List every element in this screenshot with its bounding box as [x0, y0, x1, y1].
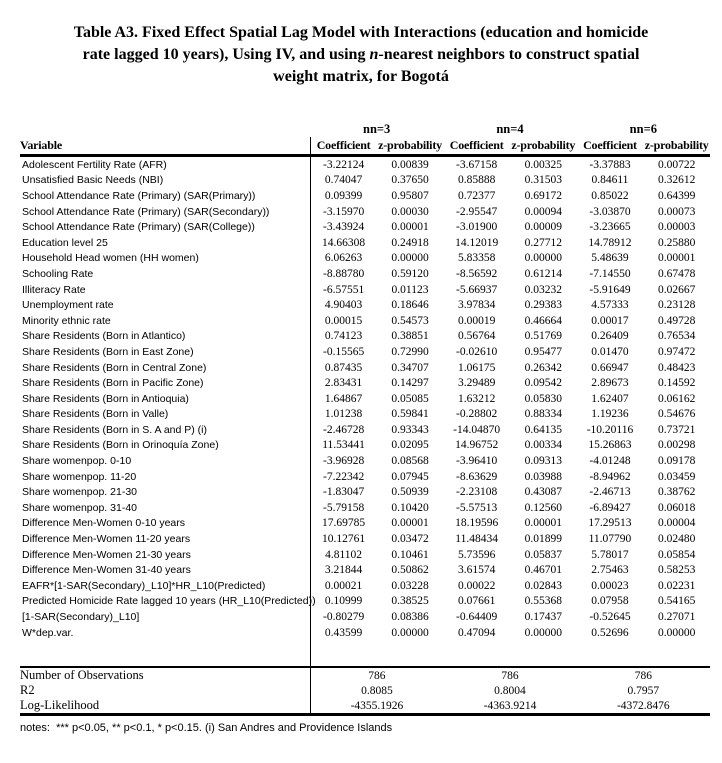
zprobability-value: 0.48423 — [657, 361, 696, 374]
summary-label: Log-Likelihood — [20, 698, 310, 715]
coefficient-value: 0.74047 — [324, 174, 363, 187]
table-row — [20, 531, 710, 547]
table-row — [20, 375, 710, 391]
coefficient-value: -4.01248 — [589, 455, 631, 468]
coefficient-value: -6.89427 — [589, 501, 631, 514]
coefficient-value: -5.91649 — [589, 283, 631, 296]
coefficient-column-header: Coefficient — [443, 137, 510, 156]
coefficient-value: 0.10999 — [324, 595, 363, 608]
zprobability-value: 0.00003 — [657, 221, 696, 234]
table-row — [20, 266, 710, 282]
zprobability-value: 0.08386 — [391, 611, 429, 624]
summary-value: 786 — [443, 667, 576, 683]
zprobability-value: 0.43087 — [524, 486, 562, 499]
coefficient-value: -0.15565 — [322, 345, 365, 358]
zprobability-value: 0.00325 — [524, 158, 562, 171]
table-row — [20, 251, 710, 267]
table-row — [20, 609, 710, 625]
coefficient-value: 1.01238 — [324, 408, 363, 421]
coefficient-value: 4.90403 — [324, 299, 363, 312]
coefficient-value: 0.09399 — [324, 189, 363, 202]
coefficient-value: 0.85022 — [591, 189, 629, 202]
variable-name: School Attendance Rate (Primary) (SAR(Primary)) — [20, 188, 310, 204]
table-row — [20, 594, 710, 610]
coefficient-value: -3.96928 — [322, 455, 365, 468]
zprobability-value: 0.02231 — [657, 579, 696, 592]
nn-group-label-nn3: nn=3 — [363, 121, 391, 136]
variable-name: Minority ethnic rate — [20, 313, 310, 329]
zprobability-value: 0.00009 — [524, 221, 562, 234]
variable-name: Adolescent Fertility Rate (AFR) — [20, 156, 310, 173]
summary-label: R2 — [20, 683, 310, 698]
table-row — [20, 500, 710, 516]
coefficient-value: 2.89673 — [591, 377, 629, 390]
table-row — [20, 219, 710, 235]
results-table — [20, 121, 710, 716]
zprobability-value: 0.51769 — [524, 330, 562, 343]
coefficient-value: 0.00022 — [457, 579, 496, 592]
zprobability-column-header: z-probability — [643, 137, 710, 156]
zprobability-value: 0.01123 — [391, 283, 429, 296]
zprobability-value: 0.25880 — [657, 236, 696, 249]
zprobability-value: 0.06018 — [657, 501, 696, 514]
variable-name: W*dep.var. — [20, 625, 310, 641]
table-row — [20, 235, 710, 251]
zprobability-value: 0.09313 — [524, 455, 562, 468]
variable-name: Share Residents (Born in S. A and P) (i) — [20, 422, 310, 438]
table-row — [20, 188, 710, 204]
coefficient-value: 0.85888 — [457, 174, 496, 187]
coefficient-value: 5.78017 — [591, 548, 629, 561]
summary-value: 0.8085 — [361, 684, 393, 697]
zprobability-value: 0.46701 — [524, 564, 562, 577]
zprobability-value: 0.00001 — [391, 221, 429, 234]
variable-name: Predicted Homicide Rate lagged 10 years (HR_L10(Predicted)) — [22, 595, 316, 608]
zprobability-value: 0.38762 — [657, 486, 696, 499]
zprobability-value: 0.97472 — [657, 345, 696, 358]
coefficient-value: 0.74123 — [324, 330, 363, 343]
coefficient-value: 0.43599 — [324, 626, 363, 639]
zprobability-value: 0.12560 — [524, 501, 562, 514]
coefficient-value: -3.23665 — [589, 221, 631, 234]
zprobability-value: 0.38851 — [391, 330, 429, 343]
variable-name: Schooling Rate — [20, 266, 310, 282]
coefficient-value: 0.52696 — [591, 626, 629, 639]
coefficient-value: -5.79158 — [322, 501, 365, 514]
coefficient-value: -5.66937 — [456, 283, 498, 296]
zprobability-value: 0.02095 — [391, 439, 429, 452]
table-row — [20, 173, 710, 189]
zprobability-value: 0.32612 — [657, 174, 696, 187]
coefficient-value: 14.12019 — [455, 236, 499, 249]
coefficient-value: -7.14550 — [589, 267, 631, 280]
zprobability-value: 0.37650 — [391, 174, 429, 187]
coefficient-value: -2.95547 — [456, 205, 498, 218]
nn-group-label-nn6: nn=6 — [629, 121, 657, 136]
zprobability-value: 0.31503 — [524, 174, 562, 187]
variable-name: Share Residents (Born in Antioquia) — [20, 391, 310, 407]
variable-name: [1-SAR(Secondary)_L10] — [20, 609, 310, 625]
table-row — [20, 156, 710, 173]
coefficient-value: 0.07958 — [591, 595, 629, 608]
table-row — [20, 422, 710, 438]
coefficient-value: 4.81102 — [325, 548, 363, 561]
coefficient-value: -3.15970 — [322, 205, 365, 218]
variable-name: Difference Men-Women 0-10 years — [20, 516, 310, 532]
zprobability-value: 0.08568 — [391, 455, 429, 468]
zprobability-value: 0.00030 — [391, 205, 429, 218]
coefficient-value: 0.47094 — [457, 626, 496, 639]
coefficient-value: 10.12761 — [322, 533, 366, 546]
zprobability-value: 0.00000 — [524, 626, 562, 639]
coefficient-value: 3.61574 — [457, 564, 496, 577]
coefficient-value: -3.01900 — [456, 221, 498, 234]
coefficient-value: -8.63629 — [456, 470, 498, 483]
zprobability-value: 0.59841 — [391, 408, 429, 421]
coefficient-value: -3.22124 — [322, 158, 365, 171]
summary-value: 0.7957 — [627, 684, 660, 697]
zprobability-value: 0.00004 — [657, 517, 696, 530]
variable-name: Share Residents (Born in East Zone) — [20, 344, 310, 360]
zprobability-value: 0.49728 — [657, 314, 696, 327]
coefficient-value: 0.00023 — [591, 579, 629, 592]
variable-column-header: Variable — [20, 137, 310, 156]
variable-name: Household Head women (HH women) — [20, 251, 310, 267]
variable-name: Difference Men-Women 21-30 years — [20, 547, 310, 563]
zprobability-value: 0.05085 — [391, 392, 429, 405]
variable-name: Share womenpop. 21-30 — [20, 484, 310, 500]
zprobability-value: 0.59120 — [391, 267, 429, 280]
zprobability-value: 0.18646 — [391, 299, 429, 312]
zprobability-value: 0.54676 — [657, 408, 696, 421]
zprobability-value: 0.27712 — [524, 236, 562, 249]
zprobability-value: 0.72990 — [391, 345, 429, 358]
coefficient-value: 0.01470 — [591, 345, 629, 358]
coefficient-value: 4.57333 — [591, 299, 629, 312]
table-row — [20, 453, 710, 469]
column-header-row — [20, 137, 710, 156]
zprobability-value: 0.46664 — [524, 314, 562, 327]
coefficient-value: 3.21844 — [324, 564, 363, 577]
variable-name: Education level 25 — [20, 235, 310, 251]
zprobability-value: 0.05854 — [657, 548, 696, 561]
coefficient-value: -2.23108 — [456, 486, 498, 499]
coefficient-value: 2.83431 — [324, 377, 363, 390]
zprobability-value: 0.14297 — [391, 377, 429, 390]
coefficient-value: -0.64409 — [456, 611, 498, 624]
zprobability-value: 0.00000 — [391, 626, 429, 639]
coefficient-value: 11.07790 — [588, 533, 632, 546]
variable-name: EAFR*[1-SAR(Secondary)_L10]*HR_L10(Predicted) — [20, 578, 310, 594]
coefficient-value: 0.26409 — [591, 330, 629, 343]
zprobability-value: 0.27071 — [657, 611, 696, 624]
coefficient-value: 1.06175 — [457, 361, 496, 374]
zprobability-value: 0.95477 — [524, 345, 562, 358]
zprobability-value: 0.26342 — [524, 361, 562, 374]
coefficient-value: -2.46728 — [322, 423, 365, 436]
zprobability-value: 0.09178 — [657, 455, 696, 468]
coefficient-value: 2.75463 — [591, 564, 629, 577]
zprobability-value: 0.03228 — [391, 579, 429, 592]
coefficient-value: 5.48639 — [591, 252, 629, 265]
coefficient-value: -14.04870 — [453, 423, 501, 436]
spacer-cell — [20, 640, 310, 667]
summary-value: -4372.8476 — [577, 698, 710, 715]
table-title — [30, 22, 692, 88]
spacer-cell — [310, 640, 710, 667]
zprobability-value: 0.24918 — [391, 236, 429, 249]
zprobability-value: 0.50862 — [391, 564, 429, 577]
summary-row — [20, 667, 710, 683]
zprobability-value: 0.02667 — [657, 283, 696, 296]
zprobability-value: 0.00094 — [524, 205, 562, 218]
coefficient-value: 3.29489 — [457, 377, 496, 390]
coefficient-value: -10.20116 — [586, 423, 634, 436]
summary-row — [20, 698, 710, 715]
coefficient-value: 11.53441 — [322, 439, 365, 452]
summary-row — [20, 683, 710, 698]
zprobability-value: 0.02843 — [524, 579, 562, 592]
coefficient-value: -6.57551 — [322, 283, 365, 296]
table-row — [20, 625, 710, 641]
variable-name: Share womenpop. 11-20 — [20, 469, 310, 485]
zprobability-value: 0.29383 — [524, 299, 562, 312]
zprobability-value: 0.06162 — [657, 392, 696, 405]
zprobability-value: 0.00839 — [391, 158, 429, 171]
zprobability-value: 0.09542 — [524, 377, 562, 390]
coefficient-value: 17.29513 — [588, 517, 632, 530]
coefficient-value: 6.06263 — [324, 252, 363, 265]
table-row — [20, 547, 710, 563]
table-row — [20, 484, 710, 500]
table-title-line2: rate lagged 10 years), Using IV, and using n-nearest neighbors to construct spatial — [82, 46, 640, 63]
coefficient-value: 14.66308 — [322, 236, 366, 249]
zprobability-value: 0.05830 — [524, 392, 562, 405]
coefficient-value: 0.56764 — [457, 330, 496, 343]
coefficient-value: 0.72377 — [457, 189, 496, 202]
coefficient-value: -3.96410 — [456, 455, 498, 468]
coefficient-value: 1.64867 — [324, 392, 363, 405]
summary-value: 786 — [310, 667, 443, 683]
table-row — [20, 360, 710, 376]
variable-name: Share Residents (Born in Valle) — [20, 407, 310, 423]
zprobability-value: 0.93343 — [391, 423, 429, 436]
coefficient-value: -1.83047 — [322, 486, 365, 499]
table-row — [20, 516, 710, 532]
zprobability-value: 0.10420 — [391, 501, 429, 514]
summary-value: -4363.9214 — [443, 698, 576, 715]
coefficient-value: -3.43924 — [322, 221, 365, 234]
zprobability-value: 0.34707 — [391, 361, 429, 374]
table-row — [20, 297, 710, 313]
variable-name: Share Residents (Born in Orinoquía Zone) — [20, 438, 310, 454]
table-row — [20, 391, 710, 407]
coefficient-value: 0.00015 — [324, 314, 363, 327]
zprobability-value: 0.69172 — [524, 189, 562, 202]
table-row — [20, 469, 710, 485]
table-row — [20, 313, 710, 329]
coefficient-value: 11.48434 — [455, 533, 498, 546]
variable-name: Share womenpop. 0-10 — [20, 453, 310, 469]
zprobability-value: 0.95807 — [391, 189, 429, 202]
table-title-line3: weight matrix, for Bogotá — [273, 68, 449, 85]
zprobability-value: 0.54165 — [657, 595, 696, 608]
variable-name: Unsatisfied Basic Needs (NBI) — [20, 173, 310, 189]
zprobability-value: 0.00001 — [524, 517, 562, 530]
variable-name: Share Residents (Born in Pacific Zone) — [20, 375, 310, 391]
zprobability-value: 0.03232 — [524, 283, 562, 296]
variable-name: Illiteracy Rate — [20, 282, 310, 298]
table-row — [20, 562, 710, 578]
zprobability-value: 0.00722 — [657, 158, 696, 171]
coefficient-value: -5.57513 — [456, 501, 498, 514]
coefficient-value: 18.19596 — [455, 517, 499, 530]
zprobability-value: 0.03472 — [391, 533, 429, 546]
variable-name: School Attendance Rate (Primary) (SAR(College)) — [20, 219, 310, 235]
variable-name: Difference Men-Women 11-20 years — [20, 531, 310, 547]
table-row — [20, 407, 710, 423]
zprobability-value: 0.00334 — [524, 439, 562, 452]
coefficient-value: -8.88780 — [322, 267, 365, 280]
coefficient-value: -0.28802 — [456, 408, 498, 421]
zprobability-value: 0.00001 — [391, 517, 429, 530]
coefficient-value: 14.96752 — [455, 439, 499, 452]
variable-name: Unemployment rate — [20, 297, 310, 313]
summary-value: 786 — [577, 667, 710, 683]
zprobability-value: 0.07945 — [391, 470, 429, 483]
coefficient-value: -3.03870 — [589, 205, 631, 218]
summary-label: Number of Observations — [20, 667, 310, 683]
coefficient-value: -0.52645 — [589, 611, 631, 624]
variable-name: Share Residents (Born in Central Zone) — [20, 360, 310, 376]
coefficient-column-header: Coefficient — [577, 137, 644, 156]
coefficient-value: -8.94962 — [589, 470, 631, 483]
coefficient-value: 15.26863 — [588, 439, 632, 452]
zprobability-column-header: z-probability — [377, 137, 444, 156]
summary-value: -4355.1926 — [310, 698, 443, 715]
table-row — [20, 204, 710, 220]
zprobability-value: 0.00000 — [524, 252, 562, 265]
coefficient-value: 1.62407 — [591, 392, 629, 405]
zprobability-value: 0.76534 — [657, 330, 696, 343]
zprobability-value: 0.02480 — [657, 533, 696, 546]
summary-value: 0.8004 — [494, 684, 526, 697]
variable-name: Share Residents (Born in Atlantico) — [20, 329, 310, 345]
coefficient-value: 1.19236 — [591, 408, 629, 421]
coefficient-value: -7.22342 — [322, 470, 365, 483]
coefficient-value: 0.07661 — [457, 595, 496, 608]
variable-name: Difference Men-Women 31-40 years — [20, 562, 310, 578]
coefficient-value: 3.97834 — [457, 299, 496, 312]
coefficient-value: 0.84611 — [591, 174, 629, 187]
variable-name: School Attendance Rate (Primary) (SAR(Secondary)) — [20, 204, 310, 220]
zprobability-value: 0.01899 — [524, 533, 562, 546]
table-notes: notes: *** p<0.05, ** p<0.1, * p<0.15. (i) San Andres and Providence Islands — [20, 722, 393, 735]
zprobability-value: 0.00298 — [657, 439, 696, 452]
coefficient-value: 14.78912 — [588, 236, 632, 249]
nn-group-label-nn4: nn=4 — [496, 121, 524, 136]
zprobability-column-header: z-probability — [510, 137, 577, 156]
coefficient-value: -2.46713 — [589, 486, 631, 499]
coefficient-value: -0.80279 — [322, 611, 365, 624]
coefficient-value: -3.37883 — [589, 158, 631, 171]
table-row — [20, 329, 710, 345]
coefficient-value: 0.87435 — [324, 361, 363, 374]
table-row — [20, 282, 710, 298]
coefficient-value: -8.56592 — [456, 267, 498, 280]
table-row — [20, 438, 710, 454]
zprobability-value: 0.73721 — [657, 423, 696, 436]
table-row — [20, 344, 710, 360]
zprobability-value: 0.23128 — [657, 299, 696, 312]
zprobability-value: 0.00000 — [391, 252, 429, 265]
zprobability-value: 0.03988 — [524, 470, 562, 483]
coefficient-value: -3.67158 — [456, 158, 498, 171]
zprobability-value: 0.50939 — [391, 486, 429, 499]
coefficient-value: 0.00017 — [591, 314, 629, 327]
zprobability-value: 0.67478 — [657, 267, 696, 280]
coefficient-value: 0.00019 — [457, 314, 496, 327]
zprobability-value: 0.00000 — [657, 626, 696, 639]
coefficient-value: -0.02610 — [456, 345, 498, 358]
zprobability-value: 0.64135 — [524, 423, 562, 436]
zprobability-value: 0.58253 — [657, 564, 696, 577]
zprobability-value: 0.10461 — [391, 548, 429, 561]
coefficient-value: 0.66947 — [591, 361, 629, 374]
zprobability-value: 0.05837 — [524, 548, 562, 561]
table-row — [20, 578, 710, 594]
zprobability-value: 0.55368 — [524, 595, 562, 608]
zprobability-value: 0.61214 — [524, 267, 562, 280]
zprobability-value: 0.03459 — [657, 470, 696, 483]
variable-name: Share womenpop. 31-40 — [20, 500, 310, 516]
zprobability-value: 0.64399 — [657, 189, 696, 202]
zprobability-value: 0.17437 — [524, 611, 562, 624]
coefficient-column-header: Coefficient — [310, 137, 377, 156]
zprobability-value: 0.00073 — [657, 205, 696, 218]
group-header-spacer — [20, 121, 310, 137]
zprobability-value: 0.14592 — [657, 377, 696, 390]
zprobability-value: 0.88334 — [524, 408, 562, 421]
table-title-line1: Table A3. Fixed Effect Spatial Lag Model with Interactions (education and homicide — [73, 24, 649, 41]
zprobability-value: 0.54573 — [391, 314, 429, 327]
coefficient-value: 1.63212 — [457, 392, 496, 405]
zprobability-value: 0.38525 — [391, 595, 429, 608]
coefficient-value: 17.69785 — [322, 517, 366, 530]
zprobability-value: 0.00001 — [657, 252, 696, 265]
coefficient-value: 0.00021 — [324, 579, 363, 592]
coefficient-value: 5.73596 — [457, 548, 496, 561]
spacer-row — [20, 640, 710, 667]
coefficient-value: 5.83358 — [457, 252, 496, 265]
nn-group-header-row — [20, 121, 710, 137]
